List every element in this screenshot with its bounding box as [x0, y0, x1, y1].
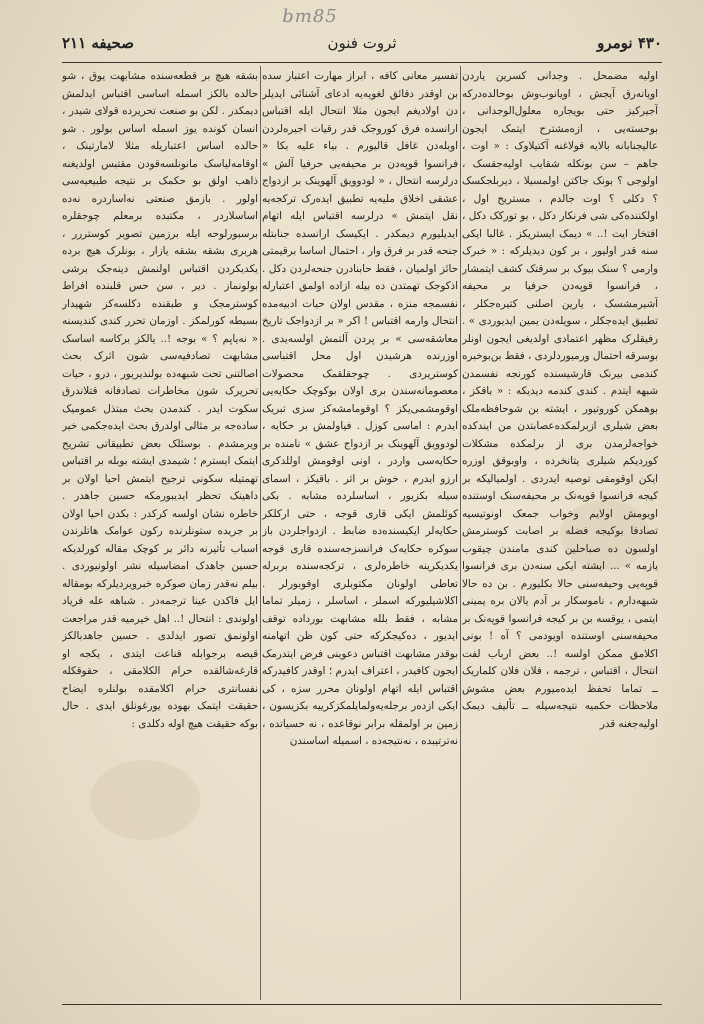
text-column-middle [262, 68, 458, 998]
column-text: تفسیر معانی کافه ، ابراز مهارت اعتبار سده بن اوقدر دقائق لغویه‌یه ادعای آشنائی ایدیلر دن اولادیغم ایجون مثلا انتحال ایله اقتباس ارانسده فرق کوروجک قدر رقیات اجیره‌لردن اوبله‌دن غافل قالیورم . بیاء علیه بکا « فرانسوا قوپه‌دن بر محیفه‌یی حرفیا آلش » درلرسه انتحال ، « لودوویق آلهوینک بر ازدواج عشقی اخلاق ملیه‌یه تطبیق ایده‌رک ترکجه‌یه نقل ایتمش » درلرسه اقتباس ایله اتهام ایدیلیورم دیمکدر . ایکیسک ارانسده جنابتله جنحه قدر بر فرق وار ، احتمال اساسا برقیمتی حائز اولمیان ، فقط حابنادرن جنحه‌لردن دکل . اذکوجک تهمتدن ده بیله ازاده اولمق اعتبارله نفسمجه منزه ، مقدس اولان حیات ادبیه‌مده انتحال وارمه اقتباس ! اکر « بر ازدواجک تاریخ معاشقه‌سی » بر پردن آلتمش اولسه‌یدی . اوزرنده هرشیدن اول محل اقتباسی کوستریردی . چوجقلقمک محصولات معصومانه‌سندن بری اولان بوکوچک حکایه‌یی اوقومشمی‌یکز ؟ اوقومامشه‌کز سزی تبریک ایدرم : اماسی کوزل . فیاولمش بر حکایه ، لودوویق آلهوینک بر ازدواج عشق » نامنده بر حکایه‌سی واردر ، اونی اوقومش اوللدکری ارزو ایدرم ، خوش بر اثر . باقیکز ، اسمای سیله بکزیور ، اساسلرده مشابه . بکی کوئلمش ایکی قاری قوجه ، حتی ارکلکر حکایه‌لر ایکیسنده‌ده ضابط . ازدواجلردن باز سوکره حکایه‌ک فرانسزجه‌سنده قاری قوجه یکدیکرینه خاطره‌لری ، ترکجه‌سنده بربرله تعاطی اولونان مکتوبلری اوقوبورلر . اکلاشیلیورکه اسملر ، اساسلر ، زمیلر تماما مشابه ، فقط بلله مشابهت بورداده توقف ایدیور ، ده‌کیجکرکه حتی کون ظن اتهامنه بوقدر مشابهت اقتباس دعوینی فرض ایتدرمک ایجون کافیدر ، اعتراف ایدرم ؛ اوقدر کافیدرکه اقتباس ایله اتهام اولونان محرر سزه ، کی ایکی ازده‌ر برجله‌یه‌ولمایلمکزکرییه بکزیسون ، زمین بر اولمقله برابر نوقاعده ، نه حسیاتده ، نه‌ترتیبده ، نه‌نتیجه‌ده ، اسمیله اساسندن [262, 70, 458, 747]
handwritten-note: bm85 [282, 6, 338, 27]
footer-rule [62, 1004, 662, 1005]
page-header [62, 34, 662, 60]
column-divider [460, 66, 461, 1000]
column-text: بشقه هیچ بر قطعه‌سنده مشابهت یوق ، شو حالده بالکز اسمله اساسی اقتباس ایدلمش دیمکدر . لکن بو صنعت تحریرده قولای شیدر ، انسان کونده یوز اسمله اساس بولور . شو حالده اساس اعتباریله مثلا لامارتینک ، اوقامه‌لیاسک مانونلسه‌قودن مقتبس اولدیغنه ذاهب اولق بو حکمک بر نتیجه طبیعیه‌سی اولور . بازمق صنعتی نه‌اساردره نه‌ده اساسلاردر ، مکتبده برمعلم چوجقلره برسبورلوحه ایله برزمین تصویر کوستررر ، هربری بشقه بشقه یازار ، بونلرک هیچ برده یکدیکردن اقتباس اولنمش دینه‌جک برشی بولونماز . دیر ، سن حس قلبنده افراط کوسترمجک و طبقنده دکلسه‌کز شهیدار بسیطه کورلمکز . اوزمان تحرر کندی کندیسنه « نه‌یاپم ؟ » بوجه !.. یالکز برکاسه اساسک مشابهت تصادفیه‌سی شون اثرک بحث اصالتنی تحت شبهه‌ده بولندیریور ، درو ، حیات تحریرک شون مخاطرات تصادفانه قتلاندرق سکوت ایدر . کندمدن بحث مبتذل عمومیک ساده‌جه بر مثالی اولدرق بحث ایده‌جکمی خبر ویرمشدم . بوسئلک بعض تطبیقاتی تشریح ایتمک ایسترم ؛ شیمدی ایشته بوبله بر اقتباس تهمتیله سکونی ترجیح ایتمش احیا اولان بر داهینک تحظر ایدیبورمکه حسین جاهدر . خاطره نشان اولسه کرکدر : بکدن احیا اولان بر جریده ستونلرنده رکون عوامک ها‌تلرندن اسباب تأثیرنه دائر بر کوچک مقاله کورلدیکه حسین جاهدک امضاسیله نشر اولونیوردی . بیلم نه‌قدر زمان صوکره خبرویردیلرکه بومقاله ایل فاکدن عینا ترجمه‌در . شباهه عله فریاد اولوندی : انتحال !.. اهل خیرمیه قدر مراجعت اولونمق تصور ایدلدی . حسین جاهدبالکز قیصه برجوابله قناعت ایتدی ، یکجه او قارغه‌شالقده حرام الکلامقی ، حقوقکله نفسانتری حرام اکلامقده بولنلره ایضاح حقیقت ایتمک بهوده یورغونلق ایدی . حال بوکه حقیقت هیچ اوله دکلدی : [62, 70, 258, 730]
column-text: اولیه مضمحل . وجدانی کسرین یاردن اویانه‌رق آیجش ، اویانوب‌وش بوحالده‌درکه آجیرکیز حتی بویجاره معلول‌الوجدانی ، بوحسته‌یی ، ازه‌مشترح ایتمک ایجون عالیجنابانه بالایه قولاغنه آکتیلاوک : « اوت ، جاهم – سن بونکله شقایب اولیه‌جقسک ، اولوجی ؟ بونک جاکتن اولمسیلا ، دیربلجکسک ؟ دکلی ؟ اوت جالدم ، مستریح اول ، اولکننده‌کی شی فرنکار دکل ، بو تورکک دکل ، افتخار ایت !.. » دیمک ایستریکز . غالبا ایکی سنه قدر اولیور ، بر کون دیدیلرکه : « خبرک وارمی ؟ سنک بیوک بر سرقتک کشف ایتمشار ، فرانسوا قوپه‌دن حرفیا بر محیفه آشیرمشسک ، یارین اصلنی کتیره‌جکلر ، تطبیق ایده‌جکلر ، سویله‌دن یمین ایدیوردی » . رفیقلرک مظهر اعتمادی اولدیغی ایجون اونلر بوسرقه احتمال ورمیوردلردی ، فقط بن‌بوخبره کندمی بیرنک قارشیسنده کورنجه نفسمدن شبهه ایتدم . کندی کندمه دیدیکه : « باقکز ، بوهمکن کوروتیور ، ایشته بن شوحافظه‌ملک بعض شیلری ازبرلمکده‌عصابتدن من ایندکده خواجه‌لرمدن بری از برلمکده مشکلات کوردیکم شیلری یتانخرده ، واوبوقق اوزره ایکن اوقومقی توصیه ایدردی . اولمیالیکه بر کیجه فرانسوا قوپه‌نک بر محیفه‌سنک اوستنده اویومش اولایم وخواب جمعک اونوتیسیه تصادفا بوکیجه فضله بر اصابت کوسترمش اولسون ده صباحلین کندی مامندن چیقوب یازمه » ... ایشته ایکی سنه‌دن بری فرانسوا قوپه‌یی وحیفه‌سنی حالا بکلیورم . بن ده حالا شبهه‌دارم ، ناموسکار بر آدم یالان بره یمینی ایتمی ، یوقسه بن بر کیجه فرانسوا قوپه‌نک بر محیفه‌سنی اوستنده اویودمی ؟ آه ! بونی اکلامق ممکن اولسه !.. بعض ارباب لفت انتحال ، اقتباس ، ترجمه ، فلان فلان کلماریک ــ تماما تحفظ ایده‌میورم بعض مشوش ملاحظات حکمیه نتیجه‌سیله ــ تألیف دیمک اولیه‌جغنه قدر [462, 70, 658, 730]
page-number: صحیفه ۲۱۱ [62, 34, 134, 52]
text-column-right [462, 68, 658, 998]
header-rule [62, 62, 662, 63]
column-divider [260, 66, 261, 1000]
magazine-title: ثروت فنون [327, 34, 397, 52]
text-column-left [62, 68, 258, 998]
issue-number: ۴۳۰ نومرو [597, 34, 662, 52]
